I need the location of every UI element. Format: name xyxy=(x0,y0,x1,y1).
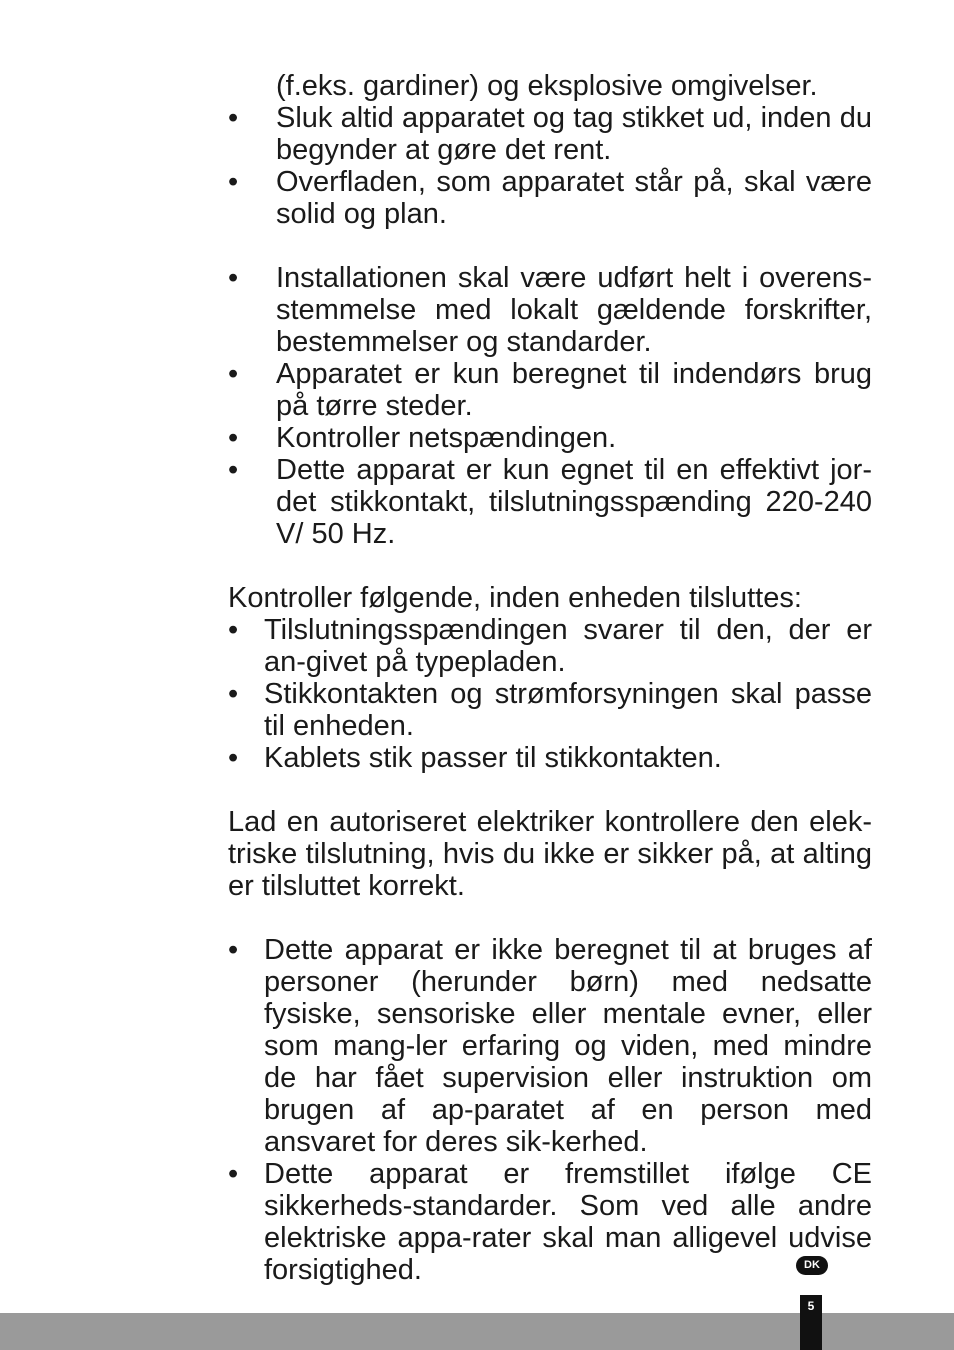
spacer xyxy=(228,902,872,934)
bullet-icon: • xyxy=(228,1158,239,1190)
list-item xyxy=(228,454,872,550)
bullet-icon: • xyxy=(228,678,239,710)
list-item xyxy=(228,934,872,1158)
list-item-text: Tilslutningsspændingen svarer til den, der er an-givet på typepladen. xyxy=(264,614,872,678)
list-item-text: Stikkontakten og strømforsyningen skal passe til enheden. xyxy=(264,678,872,742)
bullet-icon: • xyxy=(228,742,239,774)
bullet-icon: • xyxy=(228,454,239,486)
intro-paragraph: Kontroller følgende, inden enheden tilsluttes: xyxy=(228,582,802,614)
list-item-text: Installationen skal være udført helt i overens-stemmelse med lokalt gældende forskrifter, bestemmelser og standarder. xyxy=(276,262,872,358)
bullet-icon: • xyxy=(228,358,239,390)
bullet-icon: • xyxy=(228,614,239,646)
spacer xyxy=(228,774,872,806)
list-item-text: Dette apparat er kun egnet til en effektivt jor-det stikkontakt, tilslutningsspænding 220-240 V/ 50 Hz. xyxy=(276,454,872,550)
electrician-paragraph: Lad en autoriseret elektriker kontrollere den elek-triske tilslutning, hvis du ikke er sikker på, at alting er tilsluttet korrekt. xyxy=(228,806,872,902)
list-item xyxy=(228,166,872,230)
list-item xyxy=(228,614,872,678)
list-item-text: Kontroller netspændingen. xyxy=(276,422,617,454)
page-number: 5 xyxy=(800,1295,822,1350)
bullet-icon: • xyxy=(228,166,239,198)
continuation-line: (f.eks. gardiner) og eksplosive omgivelser. xyxy=(276,70,818,102)
list-item-text: Kablets stik passer til stikkontakten. xyxy=(264,742,722,774)
page-content xyxy=(228,70,872,1286)
list-item-text: Overfladen, som apparatet står på, skal være solid og plan. xyxy=(276,166,872,230)
bullet-icon: • xyxy=(228,934,239,966)
list-item xyxy=(228,358,872,422)
list-item xyxy=(228,422,872,454)
list-item xyxy=(228,102,872,166)
bullet-icon: • xyxy=(228,102,239,134)
bullet-icon: • xyxy=(228,262,239,294)
list-item xyxy=(228,678,872,742)
language-badge: DK xyxy=(796,1256,828,1275)
list-item xyxy=(228,1158,872,1286)
list-item-text: Dette apparat er fremstillet ifølge CE sikkerheds-standarder. Som ved alle andre elektriske appa-rater skal man alligevel udvise forsigtighed. xyxy=(264,1158,872,1286)
list-item xyxy=(228,262,872,358)
spacer xyxy=(228,550,872,582)
spacer xyxy=(228,230,872,262)
bullet-icon: • xyxy=(228,422,239,454)
list-item-text: Dette apparat er ikke beregnet til at bruges af personer (herunder børn) med nedsatte fysiske, sensoriske eller mentale evner, eller som mang-ler erfaring og viden, med mindre de har fået supervision eller instruktion om brugen af ap-paratet af en person med ansvaret for deres sik-kerhed. xyxy=(264,934,872,1158)
list-item-text: Apparatet er kun beregnet til indendørs brug på tørre steder. xyxy=(276,358,872,422)
list-item-text: Sluk altid apparatet og tag stikket ud, inden du begynder at gøre det rent. xyxy=(276,102,872,166)
list-item xyxy=(228,742,872,774)
